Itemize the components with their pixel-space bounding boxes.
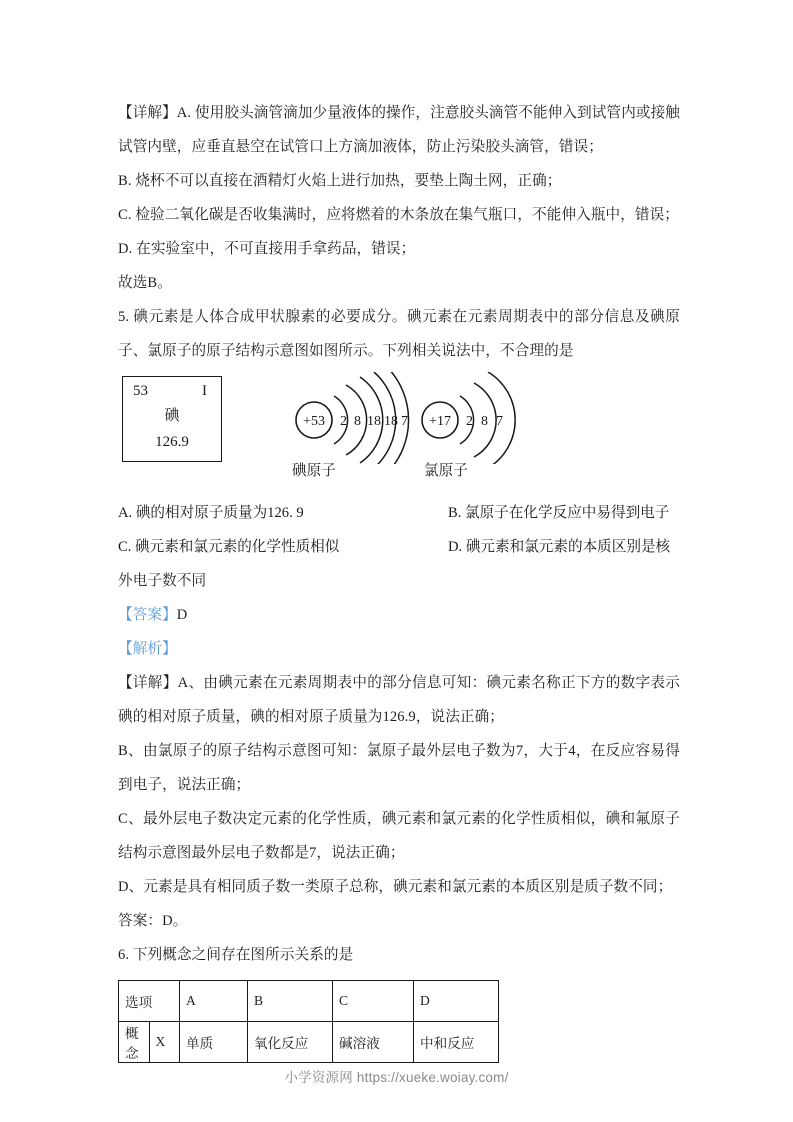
explanation-b: B、由氯原子的原子结构示意图可知：氯原子最外层电子数为7，大于4，在反应容易得到电子，说法正确； bbox=[118, 743, 680, 793]
table-cell-concept-a: 单质 bbox=[180, 1022, 248, 1063]
answer-label: 【答案】 bbox=[118, 607, 177, 623]
question-5-option-row-1 bbox=[118, 496, 680, 530]
table-cell-x: X bbox=[149, 1022, 180, 1063]
element-name: 碘 bbox=[164, 408, 180, 424]
answer-value: D bbox=[176, 607, 188, 623]
element-info-box bbox=[122, 376, 222, 462]
shell-count-1-chlorine: 2 bbox=[466, 414, 473, 429]
table-cell-letter-d: D bbox=[414, 981, 499, 1022]
paragraph-conclusion: 故选B。 bbox=[118, 275, 172, 291]
option-a: A. 碘的相对原子质量为126. 9 bbox=[118, 505, 304, 521]
shell-count-3-chlorine: 7 bbox=[496, 414, 503, 429]
paragraph-detail-a: 【详解】A. 使用胶头滴管滴加少量液体的操作，注意胶头滴管不能伸入到试管内或接触试管内壁，应垂直悬空在试管口上方滴加液体，防止污染胶头滴管，错误； bbox=[118, 105, 680, 155]
question-5-option-row-2 bbox=[118, 530, 680, 564]
table-header-concept: 概念 bbox=[119, 1022, 150, 1063]
table-cell-letter-b: B bbox=[248, 981, 333, 1022]
table-cell-concept-c: 碱溶液 bbox=[333, 1022, 414, 1063]
shell-count-4-iodine: 18 bbox=[384, 414, 398, 429]
paragraph-detail-d: D. 在实验室中，不可直接用手拿药品，错误； bbox=[118, 241, 416, 257]
paragraph-detail-c: C. 检验二氧化碳是否收集满时，应将燃着的木条放在集气瓶口，不能伸入瓶中，错误； bbox=[118, 207, 680, 223]
chlorine-shell-diagram bbox=[414, 372, 544, 464]
nucleus-charge-iodine: +53 bbox=[303, 414, 325, 429]
footer-watermark bbox=[0, 1066, 793, 1086]
relative-atomic-mass: 126.9 bbox=[155, 434, 189, 450]
shell-count-1-iodine: 2 bbox=[340, 414, 347, 429]
shell-count-2-chlorine: 8 bbox=[481, 414, 488, 429]
paragraph-detail-b: B. 烧杯不可以直接在酒精灯火焰上进行加热，要垫上陶土网，正确； bbox=[118, 173, 562, 189]
question-5-stem: 5. 碘元素是人体合成甲状腺素的必要成分。碘元素在元素周期表中的部分信息及碘原子、氯原子的原子结构示意图如图所示。下列相关说法中，不合理的是 bbox=[118, 309, 680, 359]
atom-label-iodine: 碘原子 bbox=[292, 463, 336, 479]
atom-label-chlorine: 氯原子 bbox=[424, 463, 468, 479]
table-row-options bbox=[119, 981, 499, 1022]
question-5-figure bbox=[118, 372, 680, 494]
table-header-options: 选项 bbox=[119, 981, 180, 1022]
answer-line bbox=[118, 598, 680, 632]
table-cell-concept-d: 中和反应 bbox=[414, 1022, 499, 1063]
option-b: B. 氯原子在化学反应中易得到电子 bbox=[448, 505, 670, 521]
question-6-concept-table bbox=[118, 980, 499, 1063]
explanation-a: 【详解】A、由碘元素在元素周期表中的部分信息可知：碘元素名称正下方的数字表示碘的相对原子质量，碘的相对原子质量为126.9，说法正确； bbox=[118, 675, 680, 725]
table-row-concepts bbox=[119, 1022, 499, 1063]
option-d-wrap: 外电子数不同 bbox=[118, 573, 207, 589]
option-d: D. 碘元素和氯元素的本质区别是核 bbox=[448, 539, 671, 555]
atom-diagram-chlorine bbox=[414, 372, 554, 482]
element-symbol: I bbox=[202, 383, 207, 399]
question-6-stem: 6. 下列概念之间存在图所示关系的是 bbox=[118, 947, 354, 963]
explanation-c: C、最外层电子数决定元素的化学性质，碘元素和氯元素的化学性质相似，碘和氟原子结构示意图最外层电子数都是7，说法正确； bbox=[118, 811, 680, 861]
footer-url: https://xueke.woiay.com/ bbox=[356, 1070, 509, 1085]
analysis-line bbox=[118, 632, 680, 666]
atomic-number: 53 bbox=[133, 383, 148, 399]
option-c: C. 碘元素和氯元素的化学性质相似 bbox=[118, 539, 340, 555]
nucleus-charge-chlorine: +17 bbox=[429, 414, 451, 429]
explanation-answer: 答案：D。 bbox=[118, 913, 188, 929]
analysis-label: 【解析】 bbox=[118, 641, 177, 657]
footer-site-name: 小学资源网 bbox=[284, 1070, 357, 1085]
shell-count-3-iodine: 18 bbox=[367, 414, 381, 429]
document-body bbox=[118, 96, 680, 1063]
explanation-d: D、元素是具有相同质子数一类原子总称，碘元素和氯元素的本质区别是质子数不同； bbox=[118, 879, 673, 895]
table-cell-concept-b: 氧化反应 bbox=[248, 1022, 333, 1063]
element-box-top-row bbox=[123, 381, 221, 401]
table-cell-letter-c: C bbox=[333, 981, 414, 1022]
table-cell-letter-a: A bbox=[180, 981, 248, 1022]
shell-count-5-iodine: 7 bbox=[401, 414, 408, 429]
shell-count-2-iodine: 8 bbox=[354, 414, 361, 429]
